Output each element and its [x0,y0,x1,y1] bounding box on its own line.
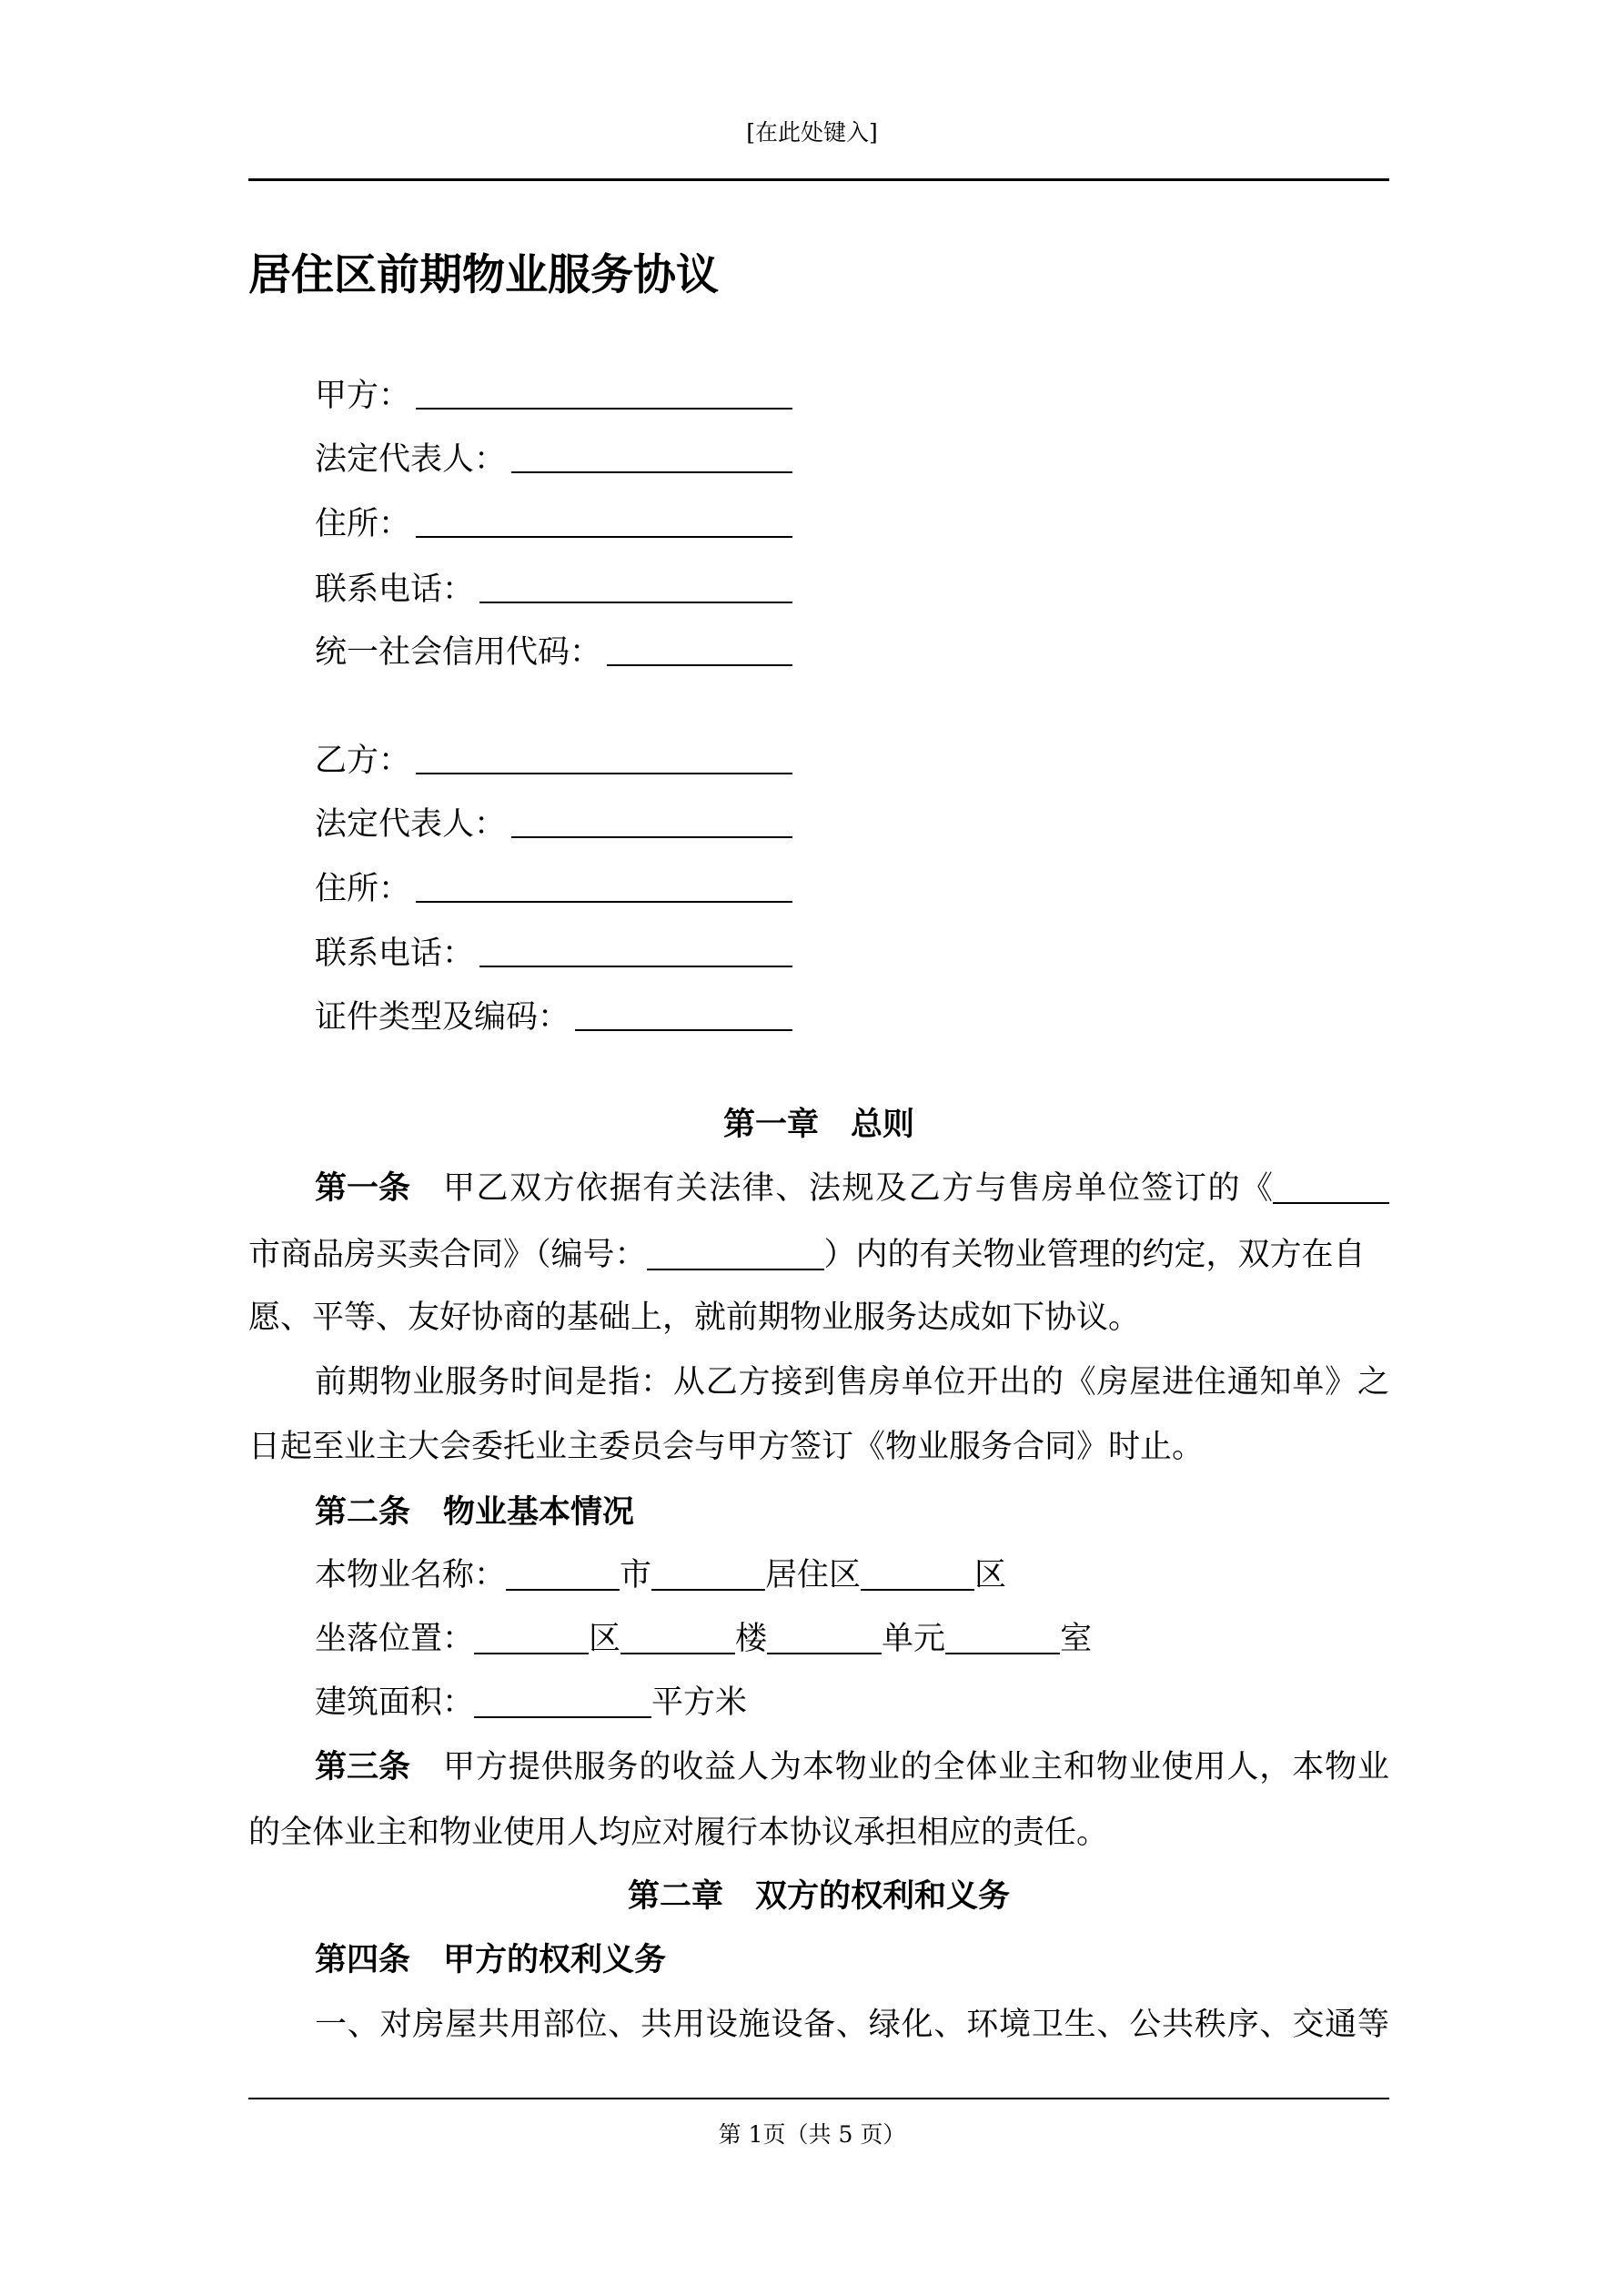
field-label: 乙方： [315,743,411,779]
unit-text: 平方米 [651,1684,748,1721]
blank-line[interactable] [479,966,792,967]
article-4-heading [315,1937,1389,1983]
article-text: 市商品房买卖合同》（编号： [248,1237,647,1273]
field-label: 住所： [315,506,411,542]
chapter-2-heading: 第二章 双方的权利和义务 [627,1877,1010,1915]
blank-line[interactable] [511,836,792,838]
article-3-line-2: 的全体业主和物业使用人均应对履行本协议承担相应的责任。 [248,1815,1109,1851]
residential-blank[interactable] [651,1554,765,1591]
article-1-line-3: 愿、平等、友好协商的基础上，就前期物业服务达成如下协议。 [248,1300,1141,1336]
zone-blank[interactable] [474,1618,589,1654]
blank-line[interactable] [479,602,792,603]
page-header: [在此处键入] [746,119,878,146]
header-rule [248,178,1389,181]
unit-blank[interactable] [767,1618,882,1654]
article-label: 第三条 [315,1748,411,1785]
article-text: 甲乙双方依据有关法律、法规及乙方与售房单位签订的《 [443,1170,1273,1207]
article-3-line-1 [315,1745,1389,1790]
party-b-address-field[interactable] [315,866,792,912]
chapter-1-heading: 第一章 总则 [722,1106,914,1143]
article-1-line-1 [315,1166,1389,1211]
field-label: 甲方： [315,378,411,414]
blank-line[interactable] [416,773,792,774]
room-blank[interactable] [945,1618,1060,1654]
blank-line[interactable] [416,901,792,903]
party-a-rep-field[interactable] [315,437,792,482]
party-b-rep-field[interactable] [315,802,792,847]
field-label: 联系电话： [315,936,475,972]
article-label: 第四条 [315,1941,411,1978]
party-a-credit-code-field[interactable] [315,630,792,675]
blank-line[interactable] [511,471,792,473]
article-title: 甲方的权利义务 [443,1941,667,1978]
field-label: 住所： [315,871,411,907]
city-blank[interactable] [1273,1168,1389,1204]
blank-line[interactable] [416,408,792,410]
party-b-name-field[interactable] [315,738,792,784]
party-b-id-field[interactable] [315,995,792,1040]
party-a-name-field[interactable] [315,373,792,419]
party-b-phone-field[interactable] [315,931,792,976]
party-a-phone-field[interactable] [315,567,792,612]
property-name-line [315,1553,1389,1598]
unit-text: 居住区 [765,1557,862,1593]
field-label: 法定代表人： [315,806,507,843]
field-label: 坐落位置： [315,1621,475,1657]
footer-rule [248,2098,1389,2099]
field-label: 联系电话： [315,571,475,608]
unit-text: 单元 [882,1621,946,1657]
unit-text: 楼 [735,1621,768,1657]
unit-text: 区 [589,1621,621,1657]
article-title: 物业基本情况 [443,1493,635,1531]
article-1-line-2 [248,1232,1389,1278]
city-blank[interactable] [506,1554,620,1591]
article-4-item-1: 一、对房屋共用部位、共用设施设备、绿化、环境卫生、公共秩序、交通等 [315,2007,1389,2043]
location-line [315,1616,1389,1662]
blank-line[interactable] [607,664,792,666]
area-line [315,1680,1389,1725]
unit-text: 区 [974,1557,1007,1593]
document-title: 居住区前期物业服务协议 [248,250,719,300]
article-text: 甲方提供服务的收益人为本物业的全体业主和物业使用人，本物业 [443,1749,1389,1785]
building-blank[interactable] [620,1618,735,1654]
party-a-address-field[interactable] [315,501,792,547]
page-footer: 第 1页（共 5 页） [718,2121,906,2148]
district-blank[interactable] [861,1554,974,1591]
article-text: ）内的有关物业管理的约定，双方在自 [823,1237,1366,1273]
article-1-para-2-line-1: 前期物业服务时间是指：从乙方接到售房单位开出的《房屋进住通知单》之 [315,1364,1389,1401]
article-label: 第一条 [315,1169,411,1207]
article-label: 第二条 [315,1493,411,1531]
blank-line[interactable] [416,536,792,538]
field-label: 建筑面积： [315,1684,475,1721]
area-blank[interactable] [474,1682,651,1718]
field-label: 证件类型及编码： [315,999,570,1036]
field-label: 统一社会信用代码： [315,634,602,671]
unit-text: 室 [1060,1621,1093,1657]
blank-line[interactable] [575,1029,792,1031]
field-label: 本物业名称： [315,1557,507,1593]
article-2-heading [315,1490,1389,1535]
article-1-para-2-line-2: 日起至业主大会委托业主委员会与甲方签订《物业服务合同》时止。 [248,1429,1205,1465]
contract-number-blank[interactable] [647,1234,824,1270]
field-label: 法定代表人： [315,441,507,478]
unit-text: 市 [620,1557,652,1593]
